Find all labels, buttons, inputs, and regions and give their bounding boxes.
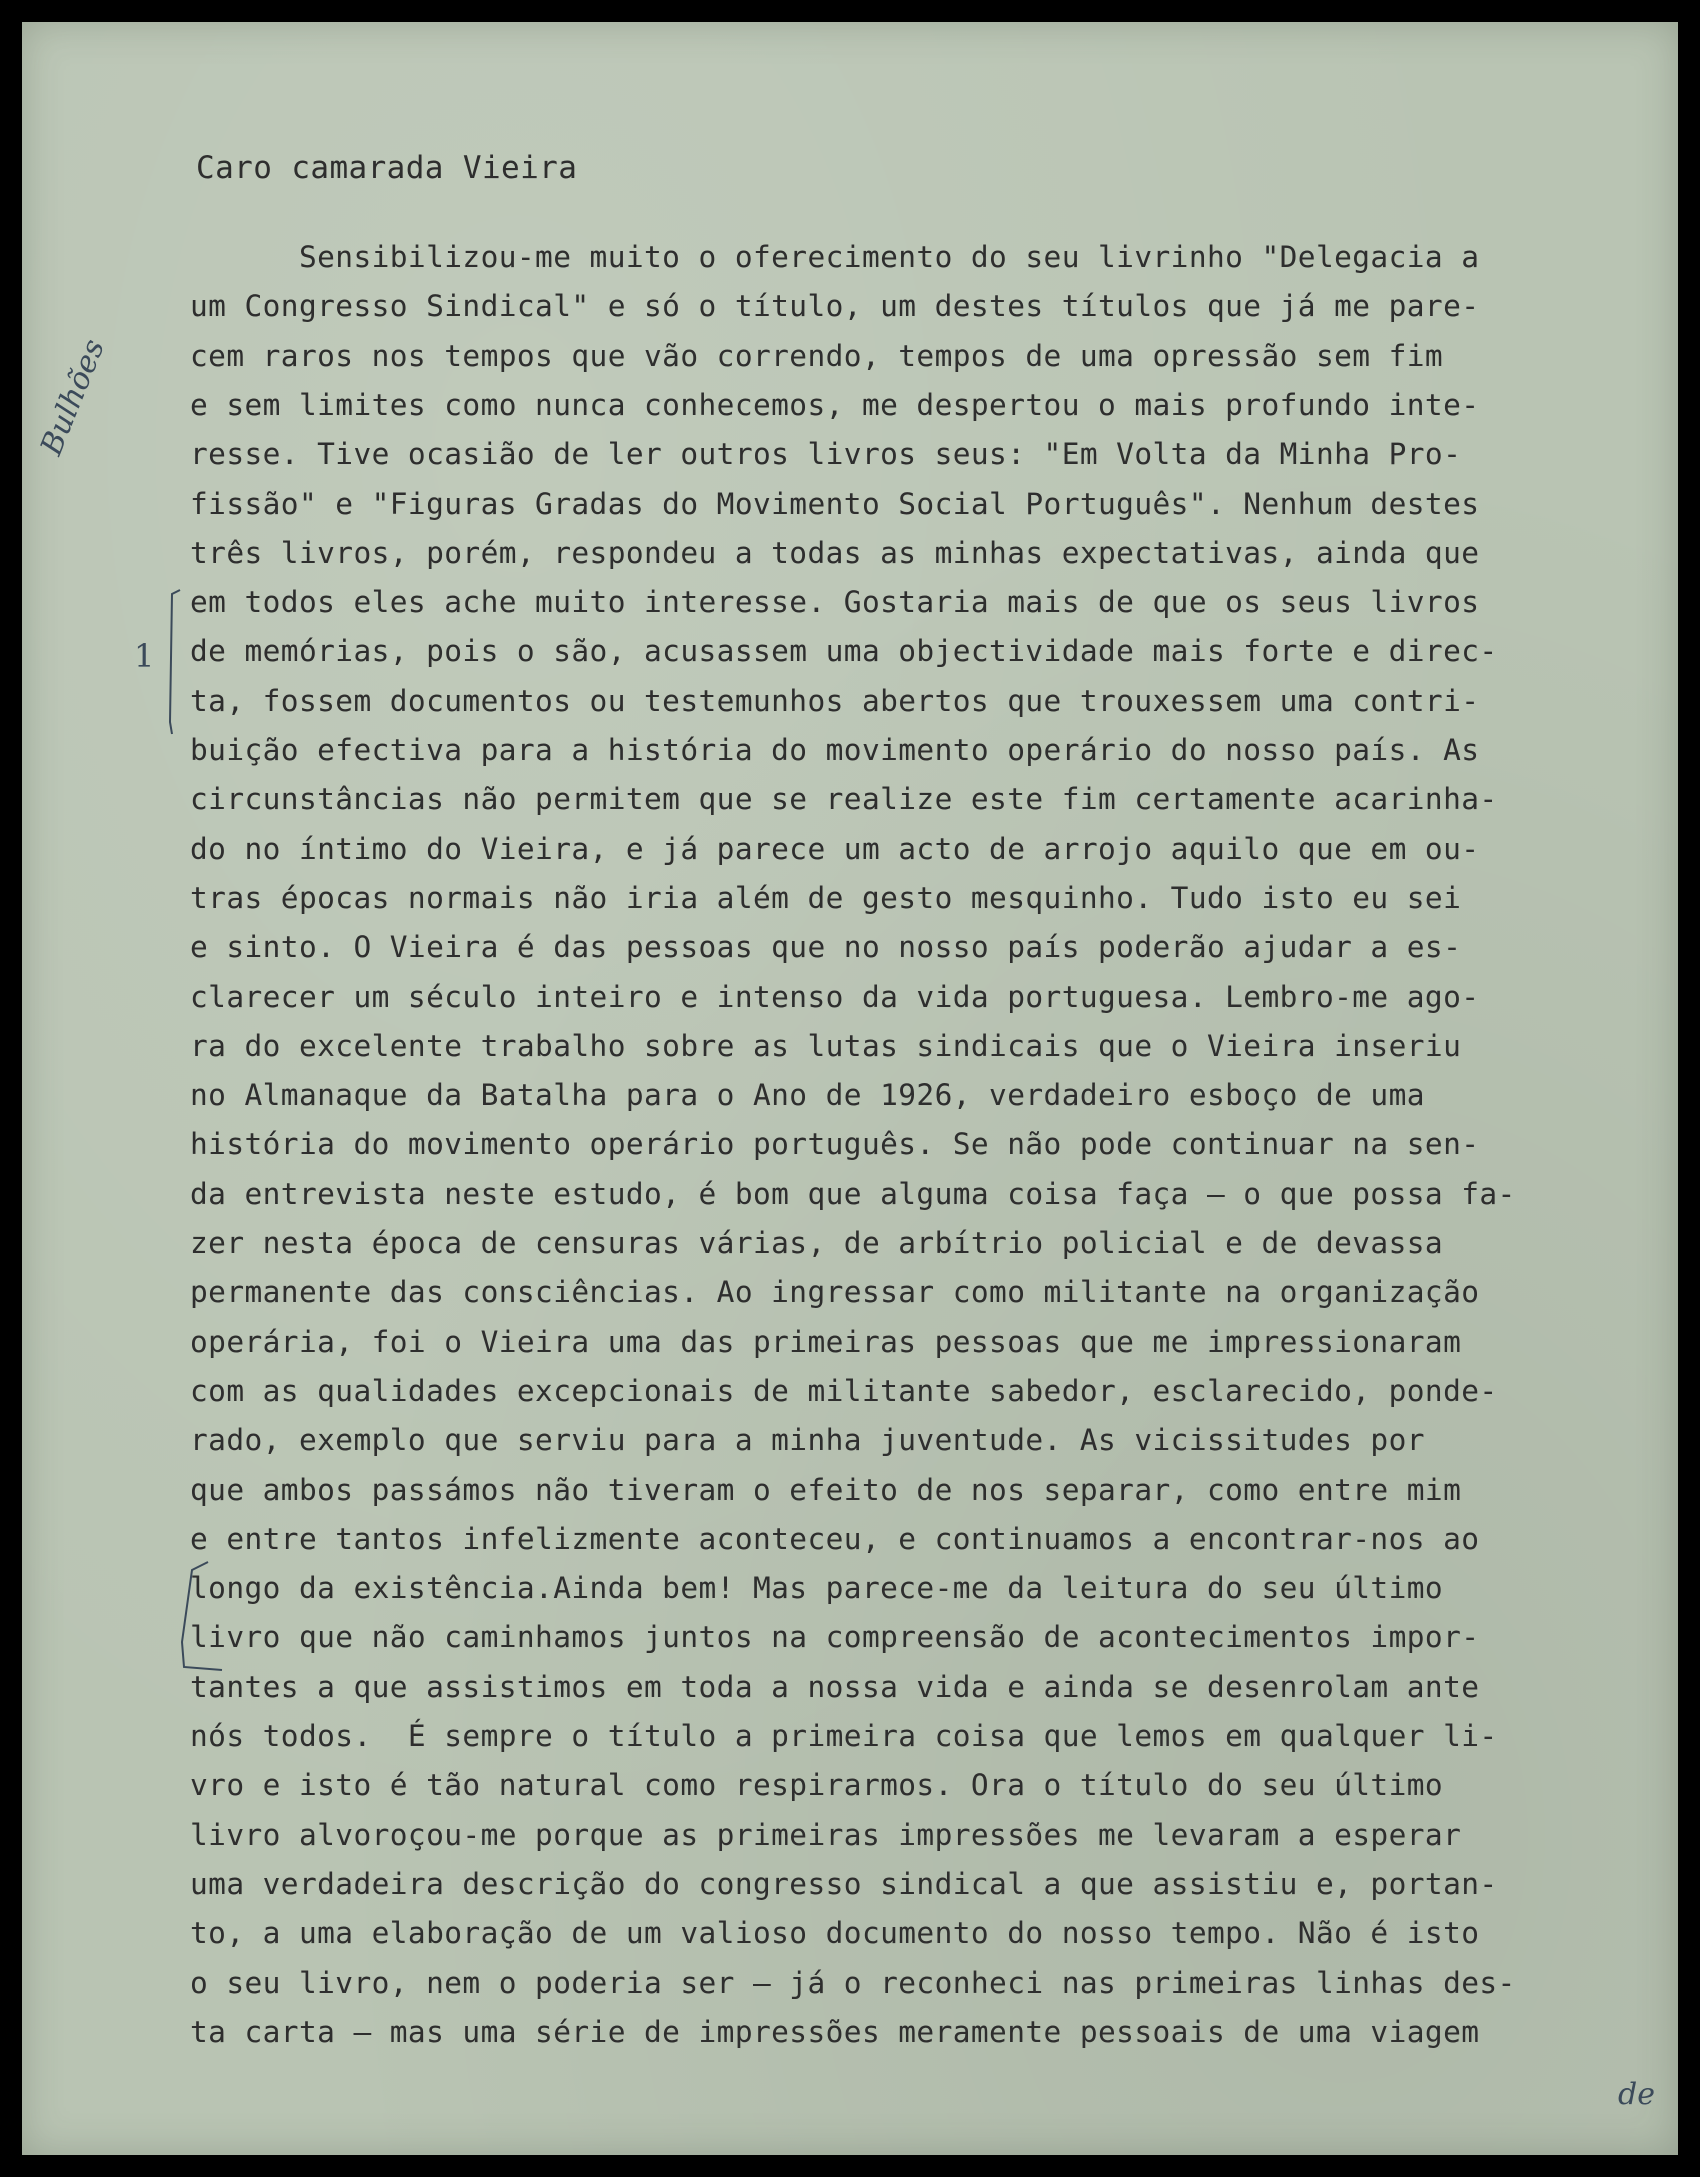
text-line: tras épocas normais não iria além de gesto mesquinho. Tudo isto eu sei: [190, 880, 1462, 915]
text-line: e sem limites como nunca conhecemos, me despertou o mais profundo inte-: [190, 387, 1480, 422]
text-line: livro alvoroçou-me porque as primeiras impressões me levaram a esperar: [190, 1817, 1462, 1852]
text-line: rado, exemplo que serviu para a minha juventude. As vicissitudes por: [190, 1423, 1425, 1458]
text-line: da entrevista neste estudo, é bom que alguma coisa faça — o que possa fa-: [190, 1176, 1516, 1211]
text-line: clarecer um século inteiro e intenso da vida portuguesa. Lembro-me ago-: [190, 979, 1480, 1014]
text-line: nós todos. É sempre o título a primeira coisa que lemos em qualquer li-: [190, 1719, 1498, 1753]
text-line: to, a uma elaboração de um valioso documento do nosso tempo. Não é isto: [190, 1916, 1480, 1951]
salutation: Caro camarada Vieira: [196, 150, 578, 186]
text-line: cem raros nos tempos que vão correndo, tempos de uma opressão sem fim: [190, 338, 1444, 373]
text-line: com as qualidades excepcionais de militante sabedor, esclarecido, ponde-: [190, 1373, 1498, 1408]
text-line: o seu livro, nem o poderia ser — já o reconheci nas primeiras linhas des-: [190, 1965, 1516, 2000]
text-line: que ambos passámos não tiveram o efeito de nos separar, como entre mim: [190, 1472, 1462, 1507]
text-line: permanente das consciências. Ao ingressar como militante na organização: [190, 1275, 1480, 1310]
text-line: e entre tantos infelizmente aconteceu, e continuamos a encontrar-nos ao: [190, 1521, 1480, 1556]
text-line: tantes a que assistimos em toda a nossa vida e ainda se desenrolam ante: [190, 1669, 1480, 1704]
text-line: vro e isto é tão natural como respirarmos. Ora o título do seu último: [190, 1768, 1444, 1803]
text-line: operária, foi o Vieira uma das primeiras pessoas que me impressionaram: [190, 1324, 1462, 1359]
text-line: de memórias, pois o são, acusassem uma objectividade mais forte e direc-: [190, 634, 1498, 669]
margin-bracket-upper: [170, 590, 180, 734]
text-line: no Almanaque da Batalha para o Ano de 1926, verdadeiro esboço de uma: [190, 1078, 1425, 1113]
text-line: três livros, porém, respondeu a todas as minhas expectativas, ainda que: [190, 535, 1480, 570]
handwritten-number: 1: [134, 637, 155, 675]
text-line: resse. Tive ocasião de ler outros livros seus: "Em Volta da Minha Pro-: [190, 437, 1462, 472]
text-line: história do movimento operário português. Se não pode continuar na sen-: [190, 1127, 1480, 1162]
text-line: fissão" e "Figuras Gradas do Movimento Social Português". Nenhum destes: [190, 486, 1480, 521]
text-line: e sinto. O Vieira é das pessoas que no nosso país poderão ajudar a es-: [190, 930, 1462, 965]
text-line: uma verdadeira descrição do congresso sindical a que assistiu e, portan-: [190, 1866, 1498, 1901]
handwritten-line-end: de: [1618, 2077, 1655, 2112]
text-line: ta carta — mas uma série de impressões meramente pessoais de uma viagem: [190, 2014, 1480, 2049]
text-line: livro que não caminhamos juntos na compreensão de acontecimentos impor-: [190, 1620, 1480, 1655]
handwritten-margin-note: Bulhões: [34, 334, 112, 461]
text-line: zer nesta época de censuras várias, de arbítrio policial e de devassa: [190, 1226, 1444, 1260]
text-line: ra do excelente trabalho sobre as lutas sindicais que o Vieira inseriu: [190, 1028, 1462, 1063]
text-line: em todos eles ache muito interesse. Gostaria mais de que os seus livros: [190, 585, 1480, 620]
text-line: buição efectiva para a história do movimento operário do nosso país. As: [190, 733, 1480, 767]
letter-page: [22, 22, 1678, 2155]
text-line: longo da existência.Ainda bem! Mas parece-me da leitura do seu último: [190, 1571, 1444, 1606]
text-line: do no íntimo do Vieira, e já parece um acto de arrojo aquilo que em ou-: [190, 831, 1480, 866]
text-line: um Congresso Sindical" e só o título, um destes títulos que já me pare-: [190, 289, 1480, 324]
text-line: Sensibilizou-me muito o oferecimento do seu livrinho "Delegacia a: [190, 240, 1480, 274]
text-line: ta, fossem documentos ou testemunhos abertos que trouxessem uma contri-: [190, 683, 1480, 718]
text-line: circunstâncias não permitem que se realize este fim certamente acarinha-: [190, 782, 1498, 817]
